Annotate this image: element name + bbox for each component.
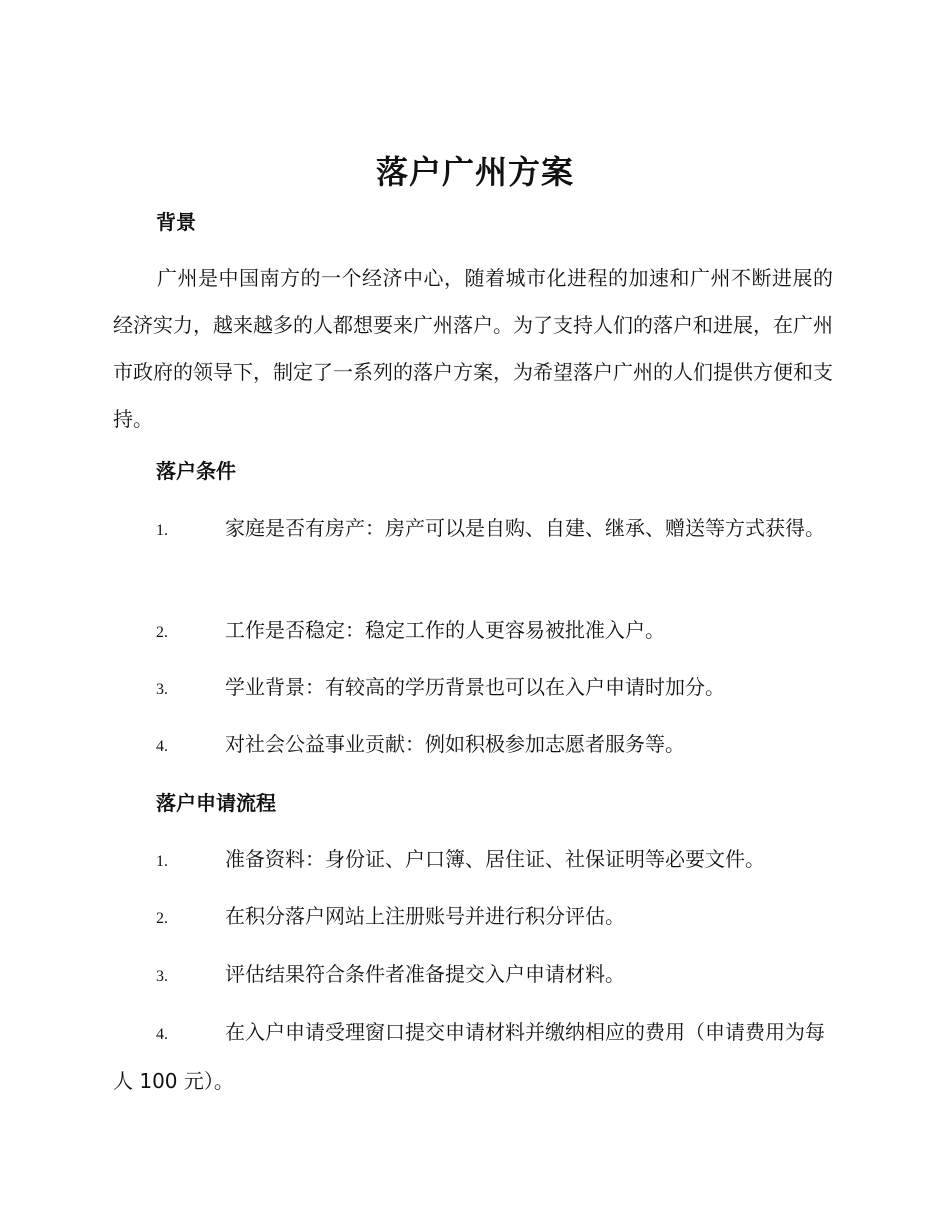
list-item <box>113 1009 833 1105</box>
section-heading-background: 背景 <box>156 210 196 234</box>
list-item-text: 家庭是否有房产：房产可以是自购、自建、继承、赠送等方式获得。 <box>225 516 825 540</box>
list-item-number: 1. <box>156 853 168 870</box>
section-heading-application-process: 落户申请流程 <box>156 791 276 815</box>
section-heading-conditions: 落户条件 <box>156 459 236 483</box>
list-item <box>113 836 833 885</box>
list-item <box>113 664 833 713</box>
list-item-number: 1. <box>156 522 168 539</box>
list-item-number: 2. <box>156 624 168 641</box>
list-item-text: 在积分落户网站上注册账号并进行积分评估。 <box>225 904 625 928</box>
background-paragraph: 广州是中国南方的一个经济中心，随着城市化进程的加速和广州不断进展的经济实力，越来越多的人都想要来广州落户。为了支持人们的落户和进展，在广州市政府的领导下，制定了一系列的落户方案，为希望落户广州的人们提供方便和支持。 <box>113 266 833 431</box>
list-item-text: 工作是否稳定：稳定工作的人更容易被批准入户。 <box>225 618 665 642</box>
list-item-text: 评估结果符合条件者准备提交入户申请材料。 <box>225 962 625 986</box>
list-item <box>113 893 833 942</box>
list-item <box>113 721 833 770</box>
list-item <box>113 607 833 656</box>
list-item-number: 2. <box>156 910 168 927</box>
list-item-number: 3. <box>156 968 168 985</box>
list-item-text: 对社会公益事业贡献：例如积极参加志愿者服务等。 <box>225 732 685 756</box>
list-item <box>113 505 833 554</box>
list-item-number: 4. <box>156 738 168 755</box>
list-item <box>113 951 833 1000</box>
list-item-text: 学业背景：有较高的学历背景也可以在入户申请时加分。 <box>225 675 725 699</box>
list-item-number: 4. <box>156 1026 168 1043</box>
list-item-number: 3. <box>156 681 168 698</box>
list-item-text: 准备资料：身份证、户口簿、居住证、社保证明等必要文件。 <box>225 847 765 871</box>
document-title: 落户广州方案 <box>375 153 574 191</box>
list-item-text: 在入户申请受理窗口提交申请材料并缴纳相应的费用（申请费用为每人 100 元）。 <box>113 1020 825 1093</box>
